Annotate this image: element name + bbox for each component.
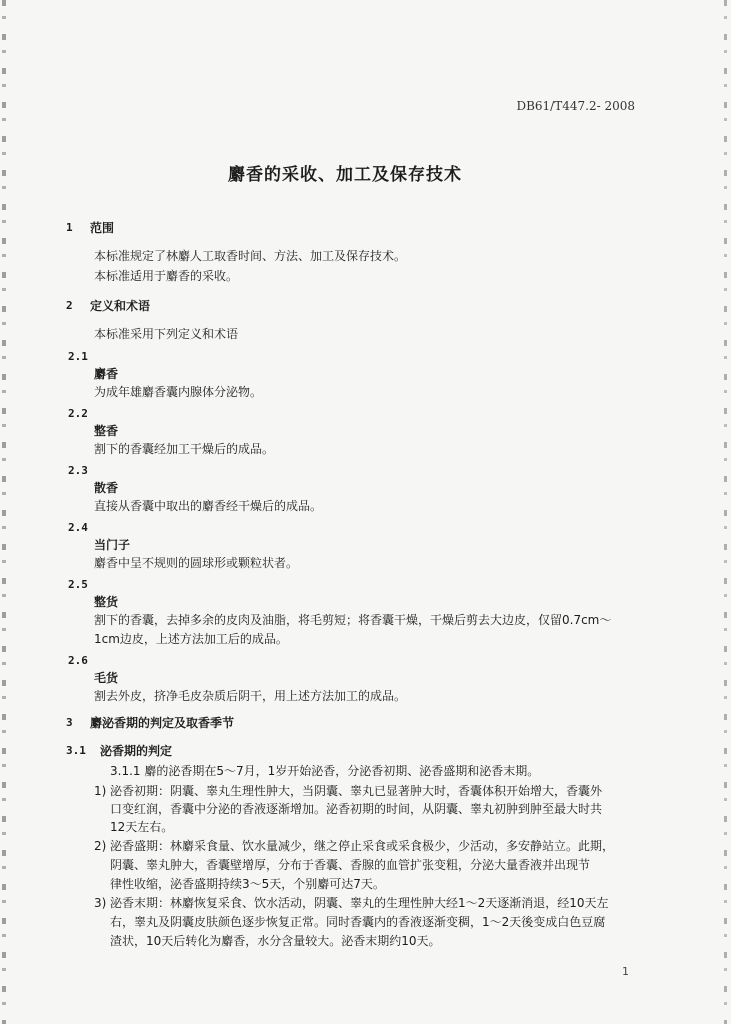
term-number: 2.4 — [68, 521, 88, 534]
term-title: 麝香 — [94, 367, 119, 381]
term-title: 毛货 — [94, 671, 119, 685]
term-number: 2.6 — [68, 654, 88, 667]
term-definition: 1cm边皮，上述方法加工后的成品。 — [94, 632, 288, 646]
section-title: 定义和术语 — [90, 299, 151, 313]
term-definition: 麝香中呈不规则的圆球形或颗粒状者。 — [94, 556, 299, 570]
list-item-line: 12天左右。 — [110, 820, 174, 834]
paragraph: 本标准规定了林麝人工取香时间、方法、加工及保存技术。 — [94, 249, 407, 263]
document-code: DB61/T447.2- 2008 — [516, 99, 635, 113]
list-item-line: 泌香末期：林麝恢复采食、饮水活动，阴囊、睾丸的生理性肿大经1～2天逐渐消退，经10天左 — [110, 896, 609, 910]
paragraph: 3.1.1 麝的泌香期在5～7月，1岁开始泌香，分泌香初期、泌香盛期和泌香末期。 — [110, 764, 540, 778]
list-item-line: 阴囊、睾丸肿大，香囊壁增厚，分布于香囊、香腺的血管扩张变粗，分泌大量香液并出现节 — [110, 858, 591, 872]
list-item-line: 右，睾丸及阴囊皮肤颜色逐步恢复正常。同时香囊内的香液逐渐变稠，1～2天後变成白色豆腐 — [110, 915, 606, 929]
page-title: 麝香的采收、加工及保存技术 — [228, 165, 462, 185]
list-item-line: 渣状，10天后转化为麝香，水分含量较大。泌香末期约10天。 — [110, 934, 441, 948]
page-number: 1 — [622, 965, 629, 978]
list-item-line: 口变红润，香囊中分泌的香液逐渐增加。泌香初期的时间，从阴囊、睾丸初肿到肿至最大时共 — [110, 802, 603, 816]
section-number: 2 — [66, 299, 73, 312]
term-definition: 割下的香囊经加工干燥后的成品。 — [94, 442, 275, 456]
section-number: 1 — [66, 221, 73, 234]
paragraph: 本标准采用下列定义和术语 — [94, 327, 239, 341]
section-number: 3 — [66, 716, 73, 729]
term-number: 2.3 — [68, 464, 88, 477]
term-title: 整货 — [94, 595, 119, 609]
subsection-title: 泌香期的判定 — [100, 744, 173, 758]
section-title: 范围 — [90, 221, 115, 235]
list-item-line: 律性收缩，泌香盛期持续3～5天，个别麝可达7天。 — [110, 877, 385, 891]
list-item-line: 泌香初期：阴囊、睾丸生理性肿大，当阴囊、睾丸已显著肿大时，香囊体积开始增大，香囊外 — [110, 784, 603, 798]
term-definition: 为成年雄麝香囊内腺体分泌物。 — [94, 385, 263, 399]
list-number: 2) — [94, 839, 107, 853]
term-title: 整香 — [94, 424, 119, 438]
term-definition: 割去外皮，挤净毛皮杂质后阴干，用上述方法加工的成品。 — [94, 689, 407, 703]
list-number: 1) — [94, 784, 107, 798]
term-definition: 直接从香囊中取出的麝香经干燥后的成品。 — [94, 499, 323, 513]
list-item-line: 泌香盛期：林麝采食量、饮水量减少，继之停止采食或采食极少，少活动，多安静站立。此期， — [110, 839, 615, 853]
term-definition: 割下的香囊，去掉多余的皮肉及油脂，将毛剪短；将香囊干燥，干燥后剪去大边皮，仅留0.7cm～ — [94, 613, 612, 627]
term-number: 2.5 — [68, 578, 88, 591]
subsection-number: 3.1 — [66, 744, 86, 757]
term-title: 当门子 — [94, 538, 131, 552]
term-number: 2.2 — [68, 407, 88, 420]
scan-edge-right — [724, 0, 727, 1024]
section-title: 麝泌香期的判定及取香季节 — [90, 716, 235, 730]
term-number: 2.1 — [68, 350, 88, 363]
term-title: 散香 — [94, 481, 119, 495]
paragraph: 本标准适用于麝香的采收。 — [94, 269, 239, 283]
scan-edge-left — [2, 0, 6, 1024]
list-number: 3) — [94, 896, 107, 910]
